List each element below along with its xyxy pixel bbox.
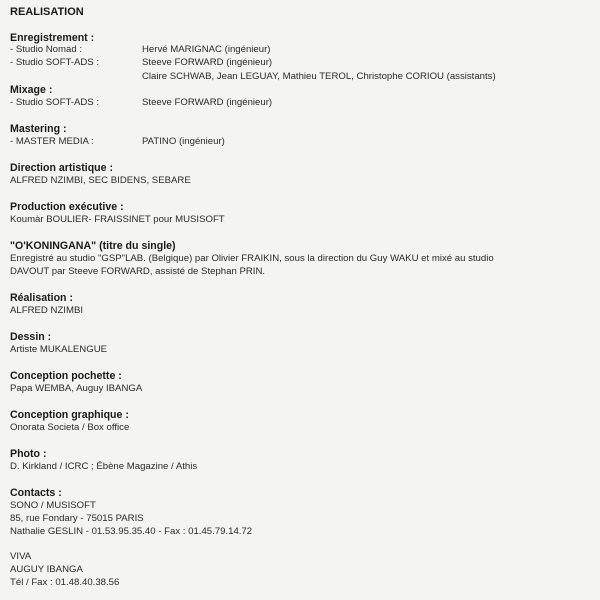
production-heading: Production exécutive :: [10, 201, 124, 213]
single-heading: "O'KONINGANA" (titre du single): [10, 240, 176, 252]
mastering-credit: PATINO (ingénieur): [142, 136, 225, 147]
contacts-line-1: SONO / MUSISOFT: [10, 500, 96, 511]
contacts-tel: Tél / Fax : 01.48.40.38.56: [10, 577, 120, 588]
dessin-heading: Dessin :: [10, 331, 52, 343]
production-text: Koumàr BOULIER- FRAISSINET pour MUSISOFT: [10, 214, 225, 225]
mixage-heading: Mixage :: [10, 84, 53, 96]
studio-softads-label: - Studio SOFT-ADS :: [10, 57, 100, 68]
direction-heading: Direction artistique :: [10, 162, 114, 174]
studio-nomad-label: - Studio Nomad :: [10, 44, 82, 55]
studio-nomad-credit: Hervé MARIGNAC (ingénieur): [142, 44, 271, 55]
studio-softads-credit: Steeve FORWARD (ingénieur): [142, 57, 273, 68]
contacts-viva: VIVA: [10, 551, 32, 562]
single-line-1: Enregistré au studio "GSP"LAB. (Belgique) par Olivier FRAIKIN, sous la direction du Guy WAKU et mixé au studio: [10, 253, 494, 264]
realisation-heading: Réalisation :: [10, 292, 73, 304]
mixage-credit: Steeve FORWARD (ingénieur): [142, 97, 273, 108]
realisation-text: ALFRED NZIMBI: [10, 305, 84, 316]
mixage-studio-label: - Studio SOFT-ADS :: [10, 97, 100, 108]
direction-text: ALFRED NZIMBI, SEC BIDENS, SEBARE: [10, 175, 191, 186]
dessin-text: Artiste MUKALENGUE: [10, 344, 108, 355]
mastering-studio-label: - MASTER MEDIA :: [10, 136, 94, 147]
photo-text: D. Kirkland / ICRC ; Ébène Magazine / Athis: [10, 461, 198, 472]
photo-heading: Photo :: [10, 448, 47, 460]
contacts-heading: Contacts :: [10, 487, 62, 499]
contacts-auguy: AUGUY IBANGA: [10, 564, 83, 575]
contacts-line-2: 85, rue Fondary - 75015 PARIS: [10, 513, 144, 524]
graphique-text: Onorata Societa / Box office: [10, 422, 130, 433]
mastering-heading: Mastering :: [10, 123, 67, 135]
pochette-heading: Conception pochette :: [10, 370, 122, 382]
assistants-credit: Claire SCHWAB, Jean LEGUAY, Mathieu TEROL, Christophe CORIOU (assistants): [142, 71, 496, 82]
graphique-heading: Conception graphique :: [10, 409, 129, 421]
contacts-line-3: Nathalie GESLIN - 01.53.95.35.40 - Fax : 01.45.79.14.72: [10, 526, 253, 537]
page-title: REALISATION: [10, 6, 84, 18]
single-line-2: DAVOUT par Steeve FORWARD, assisté de Stephan PRIN.: [10, 266, 266, 277]
enregistrement-heading: Enregistrement :: [10, 32, 95, 44]
pochette-text: Papa WEMBA, Auguy IBANGA: [10, 383, 143, 394]
